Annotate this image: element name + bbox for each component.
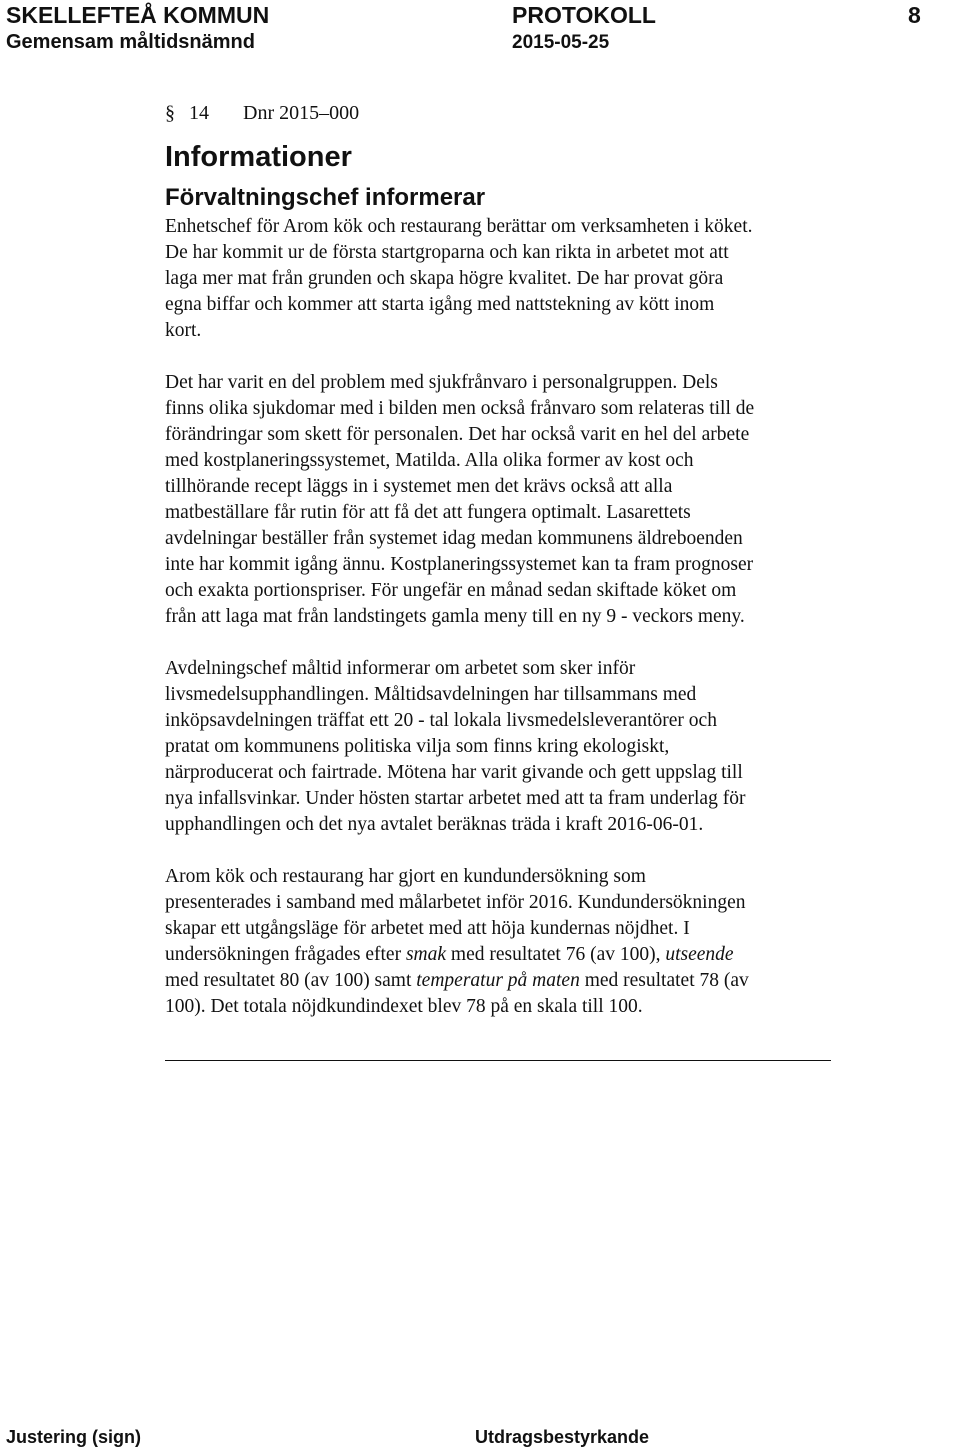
paragraph-line: laga mer mat från grunden och skapa högre kvalitet. De har provat göra bbox=[165, 268, 724, 289]
paragraph-line: presenterades i samband med målarbetet inför 2016. Kundundersökningen bbox=[165, 892, 746, 913]
paragraph-line: 100). Det totala nöjdkundindexet blev 78 på en skala till 100. bbox=[165, 996, 643, 1017]
committee-name: Gemensam måltidsnämnd bbox=[6, 31, 255, 53]
paragraph-line: Det har varit en del problem med sjukfrånvaro i personalgruppen. Dels bbox=[165, 372, 718, 393]
paragraph-line: upphandlingen och det nya avtalet beräknas träda i kraft 2016-06-01. bbox=[165, 814, 704, 835]
paragraph-reference bbox=[165, 100, 855, 126]
paragraph-line: skapar ett utgångsläge för arbetet med att höja kundernas nöjdhet. I bbox=[165, 918, 690, 939]
text-run: med resultatet 80 (av 100) samt bbox=[165, 970, 417, 991]
paragraph-line: nya infallsvinkar. Under hösten startar arbetet med att ta fram underlag för bbox=[165, 788, 746, 809]
emphasis-temperatur: temperatur på maten bbox=[416, 970, 580, 991]
page-number: 8 bbox=[908, 2, 921, 28]
paragraph-line: och exakta portionspriser. För ungefär en månad sedan skiftade köket om bbox=[165, 580, 737, 601]
paragraph-line bbox=[165, 968, 855, 994]
footer-utdragsbestyrkande: Utdragsbestyrkande bbox=[475, 1427, 650, 1447]
document-type: PROTOKOLL bbox=[512, 2, 656, 28]
paragraph-line: med kostplaneringssystemet, Matilda. Alla olika former av kost och bbox=[165, 450, 694, 471]
paragraph-line: kort. bbox=[165, 320, 202, 341]
paragraph-line: finns olika sjukdomar med i bilden men också frånvaro som relateras till de bbox=[165, 398, 755, 419]
paragraph-4 bbox=[165, 864, 855, 1020]
paragraph-line: livsmedelsupphandlingen. Måltidsavdelningen har tillsammans med bbox=[165, 684, 697, 705]
meeting-date: 2015-05-25 bbox=[512, 32, 610, 53]
paragraph-line: Arom kök och restaurang har gjort en kundundersökning som bbox=[165, 866, 646, 887]
paragraph-3 bbox=[165, 656, 855, 838]
document-body bbox=[165, 100, 855, 1061]
diary-number: Dnr 2015–000 bbox=[243, 102, 360, 124]
paragraph-line: egna biffar och kommer att starta igång med nattstekning av kött inom bbox=[165, 294, 715, 315]
text-run: med resultatet 76 (av 100), bbox=[446, 944, 666, 965]
paragraph-line: Enhetschef för Arom kök och restaurang berättar om verksamheten i köket. bbox=[165, 216, 753, 237]
paragraph-line: tillhörande recept läggs in i systemet men det krävs också att alla bbox=[165, 476, 673, 497]
separator-line bbox=[165, 1060, 831, 1061]
paragraph-number: 14 bbox=[189, 102, 209, 124]
paragraph-line: avdelningar beställer från systemet idag medan kommunens äldreboenden bbox=[165, 528, 743, 549]
paragraph-line: från att laga mat från landstingets gamla meny till en ny 9 - veckors meny. bbox=[165, 606, 745, 627]
emphasis-smak: smak bbox=[405, 944, 447, 965]
paragraph-line: förändringar som skett för personalen. Det har också varit en hel del arbete bbox=[165, 424, 750, 445]
paragraph-line: pratat om kommunens politiska vilja som finns kring ekologiskt, bbox=[165, 736, 670, 757]
text-run: undersökningen frågades efter bbox=[165, 944, 406, 965]
paragraph-line: Avdelningschef måltid informerar om arbetet som sker inför bbox=[165, 658, 636, 679]
paragraph-2 bbox=[165, 370, 855, 630]
organization-name: SKELLEFTEÅ KOMMUN bbox=[6, 2, 270, 28]
emphasis-utseende: utseende bbox=[665, 944, 734, 965]
page-title: Informationer bbox=[165, 141, 352, 173]
section-sign: § bbox=[165, 102, 175, 124]
paragraph-line: inte har kommit igång ännu. Kostplaneringssystemet kan ta fram prognoser bbox=[165, 554, 754, 575]
paragraph-line: De har kommit ur de första startgroparna och kan rikta in arbetet mot att bbox=[165, 242, 729, 263]
paragraph-line: matbeställare får rutin för att få det att fungera optimalt. Lasarettets bbox=[165, 502, 691, 523]
footer-justering: Justering (sign) bbox=[6, 1427, 142, 1447]
paragraph-1 bbox=[165, 214, 855, 344]
paragraph-line bbox=[165, 942, 855, 968]
section-subtitle: Förvaltningschef informerar bbox=[165, 184, 486, 211]
text-run: med resultatet 78 (av bbox=[579, 970, 749, 991]
paragraph-line: inköpsavdelningen träffat ett 20 - tal lokala livsmedelsleverantörer och bbox=[165, 710, 717, 731]
paragraph-line: närproducerat och fairtrade. Mötena har varit givande och gett uppslag till bbox=[165, 762, 743, 783]
